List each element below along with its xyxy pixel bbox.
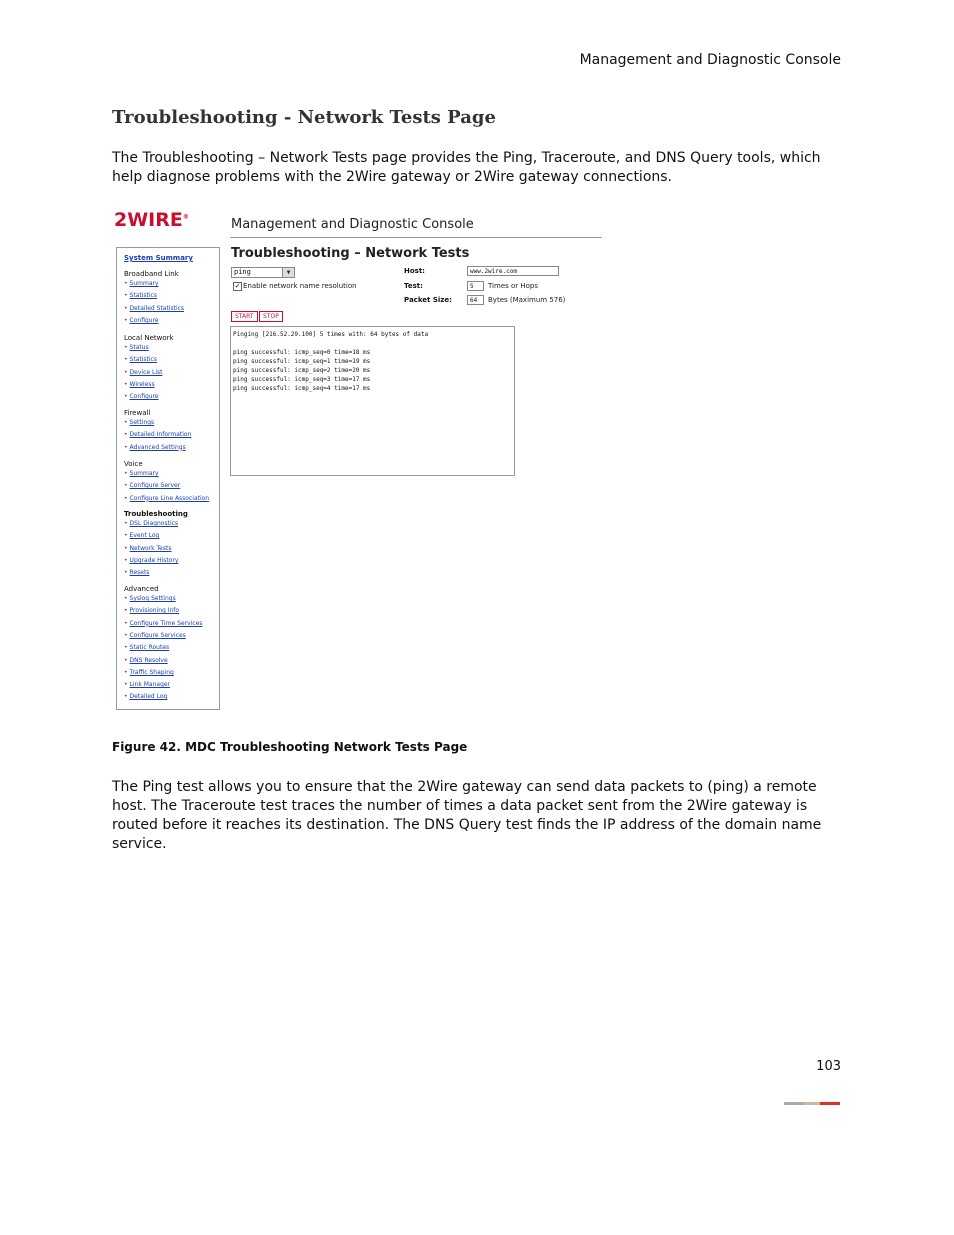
sidebar-item-configure-time-services[interactable]	[124, 620, 202, 627]
sidebar-item-label: Wireless	[129, 380, 155, 388]
bullet-icon: •	[124, 668, 128, 676]
bullet-icon: •	[124, 292, 128, 300]
output-line	[233, 339, 512, 348]
sidebar-nav	[116, 247, 220, 710]
sidebar-item-configure[interactable]	[124, 393, 159, 400]
sidebar-item-label: Link Manager	[129, 681, 171, 689]
sidebar-item-summary[interactable]	[124, 280, 159, 287]
sidebar-item-label: Network Tests	[129, 544, 172, 552]
sidebar-item-label: Upgrade History	[129, 556, 179, 564]
sidebar-item-label: DSL Diagnostics	[129, 520, 179, 527]
sidebar-item-dsl-diagnostics[interactable]	[124, 520, 178, 527]
bullet-icon: •	[124, 532, 128, 540]
sidebar-item-label: Settings	[129, 419, 155, 426]
bullet-icon: •	[124, 520, 128, 527]
output-line: ping successful: icmp_seq=4 time=17 ms	[233, 385, 371, 392]
running-header: Management and Diagnostic Console	[579, 52, 841, 68]
sidebar-item-settings[interactable]	[124, 419, 154, 426]
sidebar-item-configure-line-association[interactable]	[124, 495, 209, 502]
sidebar-item-label: Advanced Settings	[129, 443, 186, 451]
bullet-icon: •	[124, 393, 128, 401]
test-type-value: ping	[234, 268, 251, 276]
bullet-icon: •	[124, 316, 128, 324]
host-label: Host:	[404, 267, 425, 275]
bullet-icon: •	[124, 280, 128, 287]
sidebar-item-configure-services[interactable]	[124, 632, 186, 639]
sidebar-item-configure-server[interactable]	[124, 482, 180, 489]
sidebar-group-heading: Local Network	[124, 334, 174, 342]
sidebar-item-label: Detailed Log	[129, 693, 168, 701]
sidebar-item-statistics[interactable]	[124, 356, 157, 363]
bullet-icon: •	[124, 644, 128, 652]
host-input[interactable]: www.2wire.com	[467, 266, 559, 276]
sidebar-item-label: DNS Resolve	[129, 656, 168, 664]
sidebar-item-advanced-settings[interactable]	[124, 444, 186, 451]
bullet-icon: •	[124, 304, 128, 312]
sidebar-item-label: Resets	[129, 569, 150, 577]
bullet-icon: •	[124, 443, 128, 451]
bullet-icon: •	[124, 494, 128, 502]
sidebar-item-status[interactable]	[124, 344, 149, 351]
packet-size-input[interactable]: 64	[467, 295, 484, 305]
output-line: ping successful: icmp_seq=0 time=18 ms	[233, 349, 371, 356]
bullet-icon: •	[124, 344, 128, 351]
output-line: Pinging [216.52.29.100] 5 times with: 64 bytes of data	[233, 331, 429, 338]
sidebar-item-label: Traffic Shaping	[129, 668, 174, 676]
bullet-icon: •	[124, 368, 128, 376]
sidebar-item-configure[interactable]	[124, 317, 159, 324]
bullet-icon: •	[124, 631, 128, 639]
packet-size-note: Bytes (Maximum 576)	[488, 296, 566, 304]
console-title: Management and Diagnostic Console	[231, 217, 474, 232]
chevron-down-icon[interactable]: ▼	[282, 268, 294, 277]
sidebar-item-detailed-statistics[interactable]	[124, 305, 184, 312]
logo-text: 2WIRE	[114, 209, 183, 231]
bullet-icon: •	[124, 619, 128, 627]
test-count-label: Test:	[404, 282, 423, 290]
footer-color-bar	[784, 1102, 840, 1105]
sidebar-item-label: Statistics	[129, 356, 157, 364]
bullet-icon: •	[124, 544, 128, 552]
sidebar-item-system-summary[interactable]: System Summary	[124, 254, 193, 262]
intro-paragraph: The Troubleshooting – Network Tests page provides the Ping, Traceroute, and DNS Query tools, which help diagnose problems with the 2Wire gateway or 2Wire gateway connections.	[112, 150, 821, 185]
sidebar-group-heading: Voice	[124, 460, 143, 468]
bullet-icon: •	[124, 419, 128, 426]
sidebar-item-device-list[interactable]	[124, 369, 162, 376]
bullet-icon: •	[124, 681, 128, 689]
footer-bar-segment	[820, 1102, 840, 1105]
sidebar-item-detailed-information[interactable]	[124, 431, 191, 438]
mdc-screenshot-figure	[112, 205, 604, 713]
sidebar-group-heading: Firewall	[124, 409, 151, 417]
checkmark-icon: ✓	[234, 282, 241, 290]
sidebar-item-label: Statistics	[129, 292, 157, 300]
sidebar-item-detailed-log[interactable]	[124, 693, 167, 700]
section-title: Troubleshooting - Network Tests Page	[112, 107, 496, 128]
bullet-icon: •	[124, 470, 128, 477]
sidebar-item-label: Status	[129, 344, 149, 351]
footer-bar-segment	[784, 1102, 804, 1105]
sidebar-item-syslog-settings[interactable]	[124, 595, 176, 602]
sidebar-item-label: Configure	[129, 316, 159, 324]
sidebar-item-label: Static Routes	[129, 644, 170, 652]
bullet-icon: •	[124, 431, 128, 439]
sidebar-item-dns-resolve[interactable]	[124, 657, 168, 664]
sidebar-item-event-log[interactable]	[124, 532, 159, 539]
page-number: 103	[816, 1059, 841, 1074]
panel-title: Troubleshooting – Network Tests	[231, 246, 470, 261]
sidebar-group-heading: Troubleshooting	[124, 510, 188, 518]
sidebar-item-statistics[interactable]	[124, 292, 157, 299]
sidebar-item-label: Summary	[129, 470, 159, 477]
sidebar-item-resets[interactable]	[124, 569, 149, 576]
sidebar-item-upgrade-history[interactable]	[124, 557, 178, 564]
sidebar-item-label: Summary	[129, 280, 159, 287]
sidebar-item-label: Provisioning Info	[129, 607, 180, 615]
sidebar-item-label: Configure Time Services	[129, 619, 203, 627]
sidebar-group-heading: Advanced	[124, 585, 159, 593]
bullet-icon: •	[124, 595, 128, 602]
sidebar-item-summary[interactable]	[124, 470, 159, 477]
test-output-box	[230, 326, 515, 476]
body-paragraph: The Ping test allows you to ensure that the 2Wire gateway can send data packets to (ping) a remote host. The Traceroute test traces the number of times a data packet sent from the 2Wire gateway is routed before it reaches its destination. The DNS Query test finds the IP address of the domain name service.	[112, 779, 822, 852]
sidebar-item-label: Device List	[129, 368, 163, 376]
bullet-icon: •	[124, 607, 128, 615]
bullet-icon: •	[124, 556, 128, 564]
output-line: ping successful: icmp_seq=3 time=17 ms	[233, 376, 371, 383]
footer-bar-segment	[804, 1102, 820, 1105]
sidebar-item-label: Configure Server	[129, 482, 181, 490]
figure-caption: Figure 42. MDC Troubleshooting Network Tests Page	[112, 740, 468, 754]
sidebar-item-provisioning-info[interactable]	[124, 607, 179, 614]
bullet-icon: •	[124, 569, 128, 577]
bullet-icon: •	[124, 693, 128, 701]
sidebar-item-label: Configure	[129, 393, 159, 401]
test-count-note: Times or Hops	[488, 282, 539, 290]
sidebar-item-traffic-shaping[interactable]	[124, 669, 174, 676]
packet-size-label: Packet Size:	[404, 296, 452, 304]
sidebar-item-static-routes[interactable]	[124, 644, 169, 651]
2wire-logo	[114, 209, 189, 231]
sidebar-item-label: Detailed Statistics	[129, 304, 185, 312]
test-count-input[interactable]: 5	[467, 281, 484, 291]
sidebar-item-label: Configure Services	[129, 631, 186, 639]
test-type-select[interactable]	[231, 267, 295, 278]
output-line: ping successful: icmp_seq=1 time=19 ms	[233, 358, 371, 365]
bullet-icon: •	[124, 356, 128, 364]
output-line: ping successful: icmp_seq=2 time=20 ms	[233, 367, 371, 374]
sidebar-item-label: Syslog Settings	[129, 595, 176, 602]
name-resolution-label: Enable network name resolution	[243, 282, 357, 290]
sidebar-item-wireless[interactable]	[124, 381, 155, 388]
logo-registered-mark: ®	[182, 213, 189, 221]
bullet-icon: •	[124, 656, 128, 664]
name-resolution-checkbox[interactable]	[233, 282, 242, 291]
sidebar-group-heading: Broadband Link	[124, 270, 179, 278]
bullet-icon: •	[124, 380, 128, 388]
sidebar-item-label: Event Log	[129, 532, 160, 540]
sidebar-item-network-tests[interactable]	[124, 545, 171, 552]
sidebar-item-label: Configure Line Association	[129, 494, 210, 502]
bullet-icon: •	[124, 482, 128, 490]
sidebar-item-label: Detailed Information	[129, 431, 192, 439]
start-button[interactable]: START	[231, 311, 258, 322]
stop-button[interactable]: STOP	[259, 311, 283, 322]
sidebar-item-link-manager[interactable]	[124, 681, 170, 688]
header-divider	[230, 237, 602, 238]
